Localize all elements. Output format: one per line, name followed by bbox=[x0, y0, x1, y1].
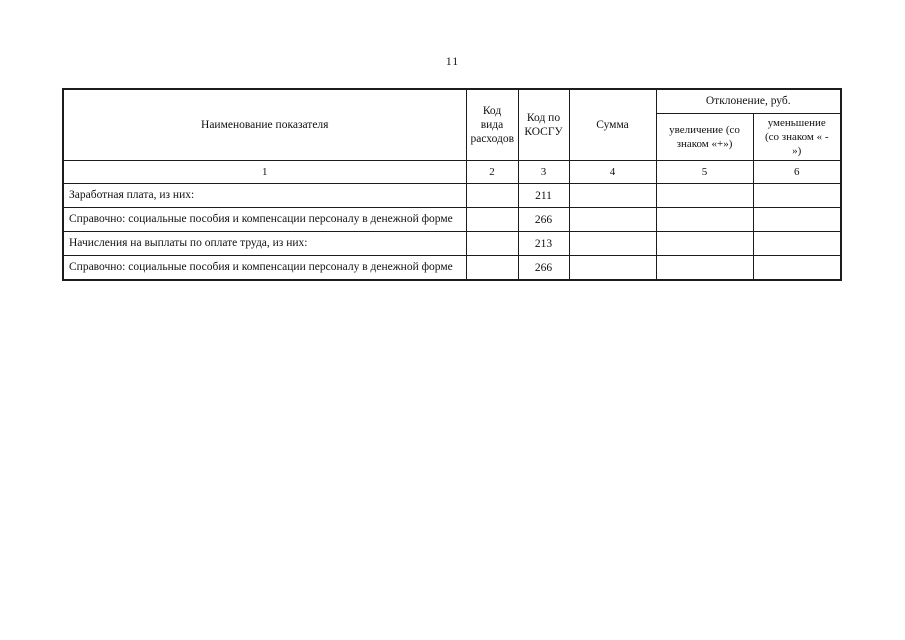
indicators-table bbox=[62, 88, 842, 281]
cell-indicator-name: Справочно: социальные пособия и компенсации персоналу в денежной форме bbox=[63, 208, 466, 232]
cell-decrease bbox=[753, 208, 841, 232]
column-header-decrease: уменьшение (со знаком « - ») bbox=[753, 113, 841, 161]
column-number-3: 3 bbox=[518, 161, 569, 184]
table-body bbox=[63, 184, 841, 280]
cell-kvr bbox=[466, 256, 518, 280]
column-number-6: 6 bbox=[753, 161, 841, 184]
cell-decrease bbox=[753, 184, 841, 208]
cell-kosgu: 211 bbox=[518, 184, 569, 208]
cell-increase bbox=[656, 184, 753, 208]
column-number-5: 5 bbox=[656, 161, 753, 184]
cell-kosgu: 266 bbox=[518, 208, 569, 232]
cell-summa bbox=[569, 232, 656, 256]
table-header bbox=[63, 89, 841, 184]
cell-increase bbox=[656, 256, 753, 280]
column-number-4: 4 bbox=[569, 161, 656, 184]
column-header-deviation: Отклонение, руб. bbox=[656, 89, 841, 113]
cell-indicator-name: Начисления на выплаты по оплате труда, из них: bbox=[63, 232, 466, 256]
cell-kvr bbox=[466, 184, 518, 208]
cell-summa bbox=[569, 256, 656, 280]
table-row bbox=[63, 208, 841, 232]
cell-summa bbox=[569, 184, 656, 208]
column-number-2: 2 bbox=[466, 161, 518, 184]
page-number: 11 bbox=[445, 54, 460, 68]
column-header-increase: увеличение (со знаком «+») bbox=[656, 113, 753, 161]
cell-indicator-name: Справочно: социальные пособия и компенсации персоналу в денежной форме bbox=[63, 256, 466, 280]
column-header-summa: Сумма bbox=[569, 89, 656, 161]
cell-decrease bbox=[753, 232, 841, 256]
column-number-1: 1 bbox=[63, 161, 466, 184]
column-number-row bbox=[63, 161, 841, 184]
cell-kosgu: 266 bbox=[518, 256, 569, 280]
cell-indicator-name: Заработная плата, из них: bbox=[63, 184, 466, 208]
column-header-kvr: Код вида расходов bbox=[466, 89, 518, 161]
table-row bbox=[63, 256, 841, 280]
cell-summa bbox=[569, 208, 656, 232]
cell-kosgu: 213 bbox=[518, 232, 569, 256]
column-header-name: Наименование показателя bbox=[63, 89, 466, 161]
table-row bbox=[63, 184, 841, 208]
cell-increase bbox=[656, 232, 753, 256]
cell-kvr bbox=[466, 208, 518, 232]
table-row bbox=[63, 232, 841, 256]
cell-increase bbox=[656, 208, 753, 232]
cell-decrease bbox=[753, 256, 841, 280]
column-header-kosgu: Код по КОСГУ bbox=[518, 89, 569, 161]
cell-kvr bbox=[466, 232, 518, 256]
